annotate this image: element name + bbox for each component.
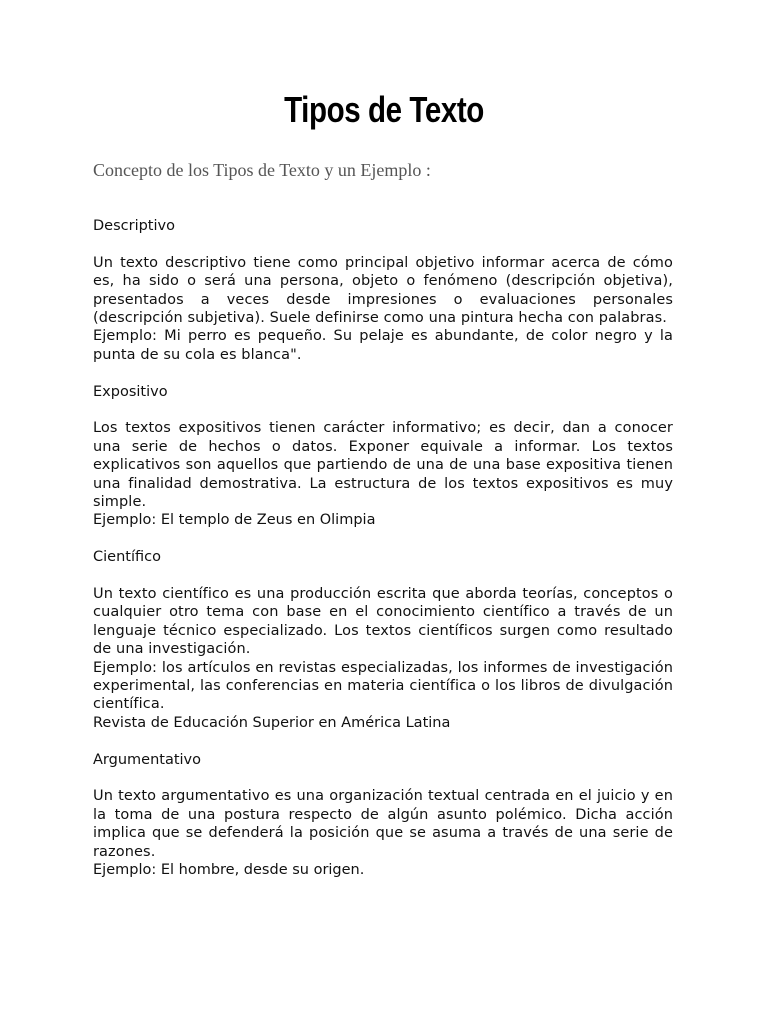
section-example: Ejemplo: los artículos en revistas especializadas, los informes de investigación experimental, las conferencias en materia científica o los libros de divulgación científica. — [93, 659, 673, 713]
section-reference: Revista de Educación Superior en América Latina — [93, 714, 451, 731]
section-paragraph: Los textos expositivos tienen carácter informativo; es decir, dan a conocer una serie de hechos o datos. Exponer equivale a informar. Los textos explicativos son aquellos que partiendo de una de una base expositiva tienen una finalidad demostrativa. La estructura de los textos expositivos es muy simple. — [93, 420, 673, 511]
document-body — [93, 217, 673, 879]
section-example: Ejemplo: Mi perro es pequeño. Su pelaje es abundante, de color negro y la punta de su cola es blanca". — [93, 328, 673, 363]
section-heading: Expositivo — [93, 383, 168, 400]
document-subtitle: Concepto de los Tipos de Texto y un Ejemplo : — [93, 160, 431, 180]
section-heading: Científico — [93, 549, 161, 566]
section-paragraph: Un texto descriptivo tiene como principal objetivo informar acerca de cómo es, ha sido o será una persona, objeto o fenómeno (descripción objetiva), presentados a veces desde impresiones o evaluaciones personales (descripción subjetiva). Suele definirse como una pintura hecha con palabras. — [93, 254, 673, 326]
section-expositivo — [93, 383, 673, 530]
section-cientifico — [93, 548, 673, 732]
section-example: Ejemplo: El templo de Zeus en Olimpia — [93, 512, 376, 529]
document-title: Tipos de Texto — [284, 89, 484, 130]
section-descriptivo — [93, 217, 673, 364]
section-heading: Argumentativo — [93, 751, 201, 768]
section-argumentativo — [93, 751, 673, 880]
section-paragraph: Un texto científico es una producción escrita que aborda teorías, conceptos o cualquier otro tema con base en el conocimiento científico a través de un lenguaje técnico especializado. Los textos científicos surgen como resultado de una investigación. — [93, 586, 673, 658]
section-example: Ejemplo: El hombre, desde su origen. — [93, 862, 365, 879]
section-paragraph: Un texto argumentativo es una organización textual centrada en el juicio y en la toma de una postura respecto de algún asunto polémico. Dicha acción implica que se defenderá la posición que se asuma a través de una serie de razones. — [93, 788, 673, 860]
section-heading: Descriptivo — [93, 218, 175, 234]
